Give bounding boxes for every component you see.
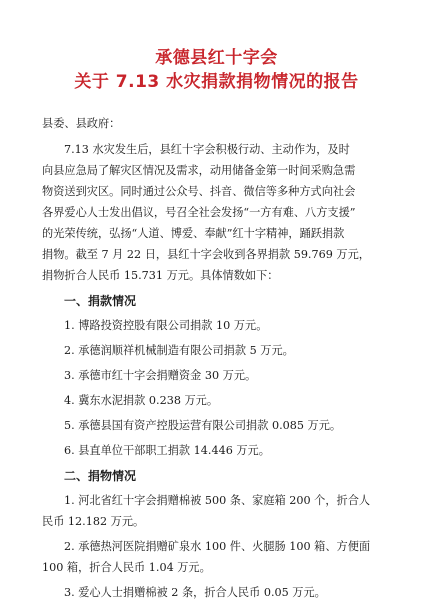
salutation: 县委、县政府： bbox=[42, 117, 121, 130]
intro-line: 物资送到灾区。同时通过公众号、抖音、微信等多种方式向社会 bbox=[42, 185, 356, 198]
section-heading-donations: 一、捐款情况 bbox=[64, 294, 137, 308]
title-line-1: 承德县红十字会 bbox=[155, 48, 278, 68]
intro-line: 的光荣传统，弘扬“人道、博爱、奉献”红十字精神，踊跃捐款 bbox=[42, 227, 345, 240]
intro-line: 捐物折合人民币 15.731 万元。具体情数如下： bbox=[42, 269, 279, 282]
goods-item: 民币 12.182 万元。 bbox=[42, 515, 145, 528]
donation-item: 2. 承德润顺祥机械制造有限公司捐款 5 万元。 bbox=[64, 344, 294, 357]
intro-line: 7.13 水灾发生后，县红十字会积极行动、主动作为，及时 bbox=[64, 143, 350, 156]
goods-item: 3. 爱心人士捐赠棉被 2 条，折合人民币 0.05 万元。 bbox=[64, 586, 326, 599]
goods-item: 100 箱，折合人民币 1.04 万元。 bbox=[42, 561, 211, 574]
intro-line: 捐物。截至 7 月 22 日，县红十字会收到各界捐款 59.769 万元， bbox=[42, 248, 370, 261]
intro-line: 各界爱心人士发出倡议，号召全社会发扬“一方有难、八方支援” bbox=[42, 206, 356, 219]
goods-item: 1. 河北省红十字会捐赠棉被 500 条、家庭箱 200 个，折合人 bbox=[64, 494, 371, 507]
donation-item: 1. 博路投资控股有限公司捐款 10 万元。 bbox=[64, 319, 268, 332]
section-heading-goods: 二、捐物情况 bbox=[64, 469, 137, 483]
intro-line: 向县应急局了解灾区情况及需求，动用储备金第一时间采购急需 bbox=[42, 164, 356, 177]
donation-item: 6. 县直单位干部职工捐款 14.446 万元。 bbox=[64, 444, 270, 457]
donation-item: 3. 承德市红十字会捐赠资金 30 万元。 bbox=[64, 369, 257, 382]
goods-item: 2. 承德热河医院捐赠矿泉水 100 件、火腿肠 100 箱、方便面 bbox=[64, 540, 371, 553]
donation-item: 4. 冀东水泥捐款 0.238 万元。 bbox=[64, 394, 219, 407]
donation-item: 5. 承德县国有资产控股运营有限公司捐款 0.085 万元。 bbox=[64, 419, 342, 432]
title-line-2: 关于 7.13 水灾捐款捐物情况的报告 bbox=[74, 72, 359, 92]
